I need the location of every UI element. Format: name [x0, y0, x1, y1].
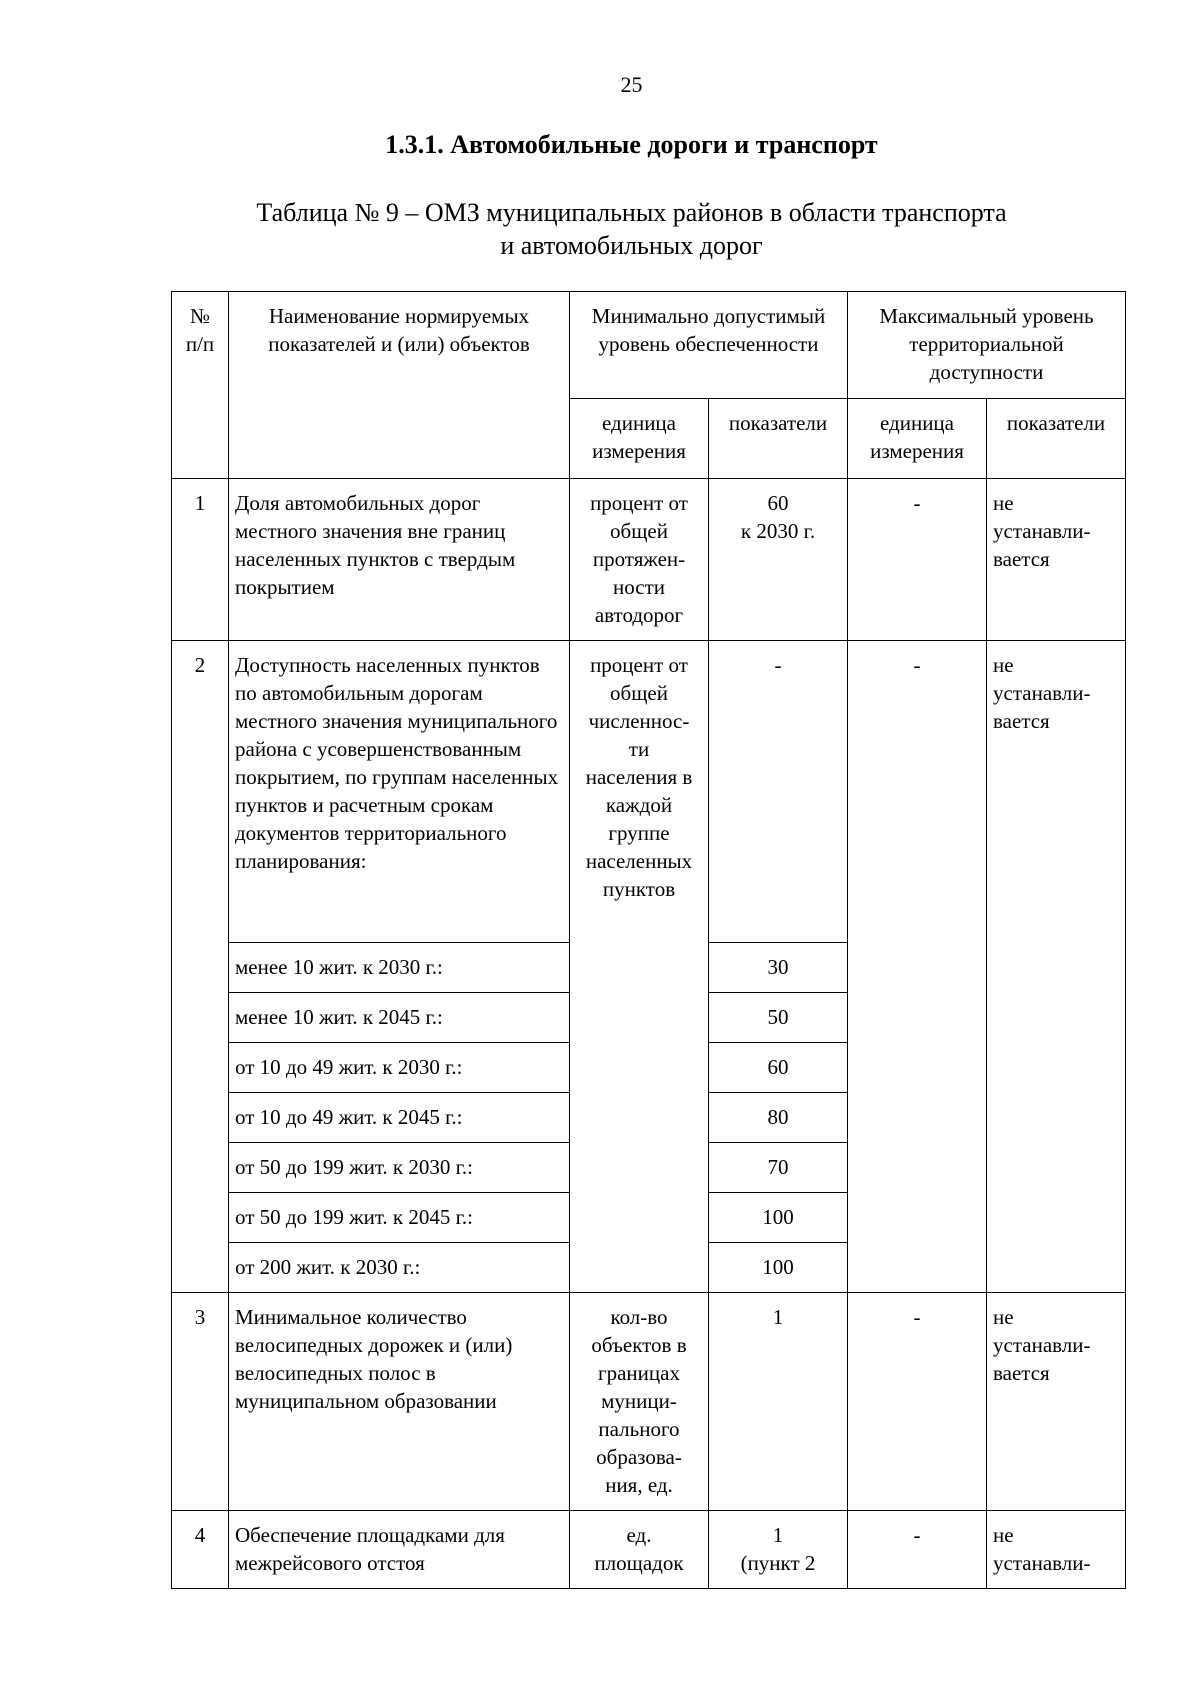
row-4-value: 1 (пункт 2 [709, 1511, 848, 1589]
header-indicators: показатели [709, 399, 848, 479]
subrow-value: 100 [709, 1243, 848, 1293]
subrow-value: 30 [709, 943, 848, 993]
subrow-value: 100 [709, 1193, 848, 1243]
subrow-name: менее 10 жит. к 2045 г.: [229, 993, 570, 1043]
row-2-unit-2: - [848, 641, 987, 1293]
row-3-value: 1 [709, 1293, 848, 1511]
norms-table [171, 291, 1126, 1589]
row-3-unit-2: - [848, 1293, 987, 1511]
row-4-value-2: не устанавли- [987, 1511, 1126, 1589]
row-1-value: 60 к 2030 г. [709, 479, 848, 641]
row-3-unit: кол-во объектов в границах муници- пального образова- ния, ед. [570, 1293, 709, 1511]
table-row [172, 1293, 1126, 1511]
row-1-value-2: не устанавли- вается [987, 479, 1126, 641]
subrow-value: 50 [709, 993, 848, 1043]
row-4-num: 4 [172, 1511, 229, 1589]
row-4-unit: ед. площадок [570, 1511, 709, 1589]
table-caption-line-1: Таблица № 9 – ОМЗ муниципальных районов в области транспорта [256, 198, 1007, 227]
table-row [172, 641, 1126, 943]
subrow-name: менее 10 жит. к 2030 г.: [229, 943, 570, 993]
table-row [172, 479, 1126, 641]
row-3-name: Минимальное количество велосипедных дорожек и (или) велосипедных полос в муниципальном образовании [229, 1293, 570, 1511]
row-2-name: Доступность населенных пунктов по автомобильным дорогам местного значения муниципального района с усовершенствованным покрытием, по группам населенных пунктов и расчетным срокам документов территориального планирования: [229, 641, 570, 943]
section-title: 1.3.1. Автомобильные дороги и транспорт [385, 130, 878, 159]
table-row [172, 1511, 1126, 1589]
row-4-name: Обеспечение площадками для межрейсового отстоя [229, 1511, 570, 1589]
row-2-value: - [709, 641, 848, 943]
subrow-name: от 200 жит. к 2030 г.: [229, 1243, 570, 1293]
header-min-level: Минимально допустимый уровень обеспеченности [570, 292, 848, 399]
subrow-value: 80 [709, 1093, 848, 1143]
header-name: Наименование нормируемых показателей и (или) объектов [229, 292, 570, 479]
header-num: № п/п [172, 292, 229, 479]
table-caption-line-2: и автомобильных дорог [500, 231, 763, 260]
header-unit-2: единица измерения [848, 399, 987, 479]
subrow-value: 70 [709, 1143, 848, 1193]
row-1-unit-2: - [848, 479, 987, 641]
subrow-name: от 50 до 199 жит. к 2045 г.: [229, 1193, 570, 1243]
header-indicators-2: показатели [987, 399, 1126, 479]
row-1-name: Доля автомобильных дорог местного значения вне границ населенных пунктов с твердым покрытием [229, 479, 570, 641]
subrow-name: от 10 до 49 жит. к 2045 г.: [229, 1093, 570, 1143]
subrow-value: 60 [709, 1043, 848, 1093]
subrow-name: от 50 до 199 жит. к 2030 г.: [229, 1143, 570, 1193]
row-2-num: 2 [172, 641, 229, 1293]
row-2-value-2: не устанавли- вается [987, 641, 1126, 1293]
row-3-num: 3 [172, 1293, 229, 1511]
subrow-name: от 10 до 49 жит. к 2030 г.: [229, 1043, 570, 1093]
row-4-unit-2: - [848, 1511, 987, 1589]
header-max-level: Максимальный уровень территориальной доступности [848, 292, 1126, 399]
row-3-value-2: не устанавли- вается [987, 1293, 1126, 1511]
table-caption [0, 196, 1200, 262]
table-header-row [172, 292, 1126, 399]
row-1-num: 1 [172, 479, 229, 641]
header-unit: единица измерения [570, 399, 709, 479]
row-2-unit: процент от общей численнос- ти населения в каждой группе населенных пунктов [570, 641, 709, 1293]
page-number: 25 [620, 72, 643, 97]
row-1-unit: процент от общей протяжен- ности автодорог [570, 479, 709, 641]
